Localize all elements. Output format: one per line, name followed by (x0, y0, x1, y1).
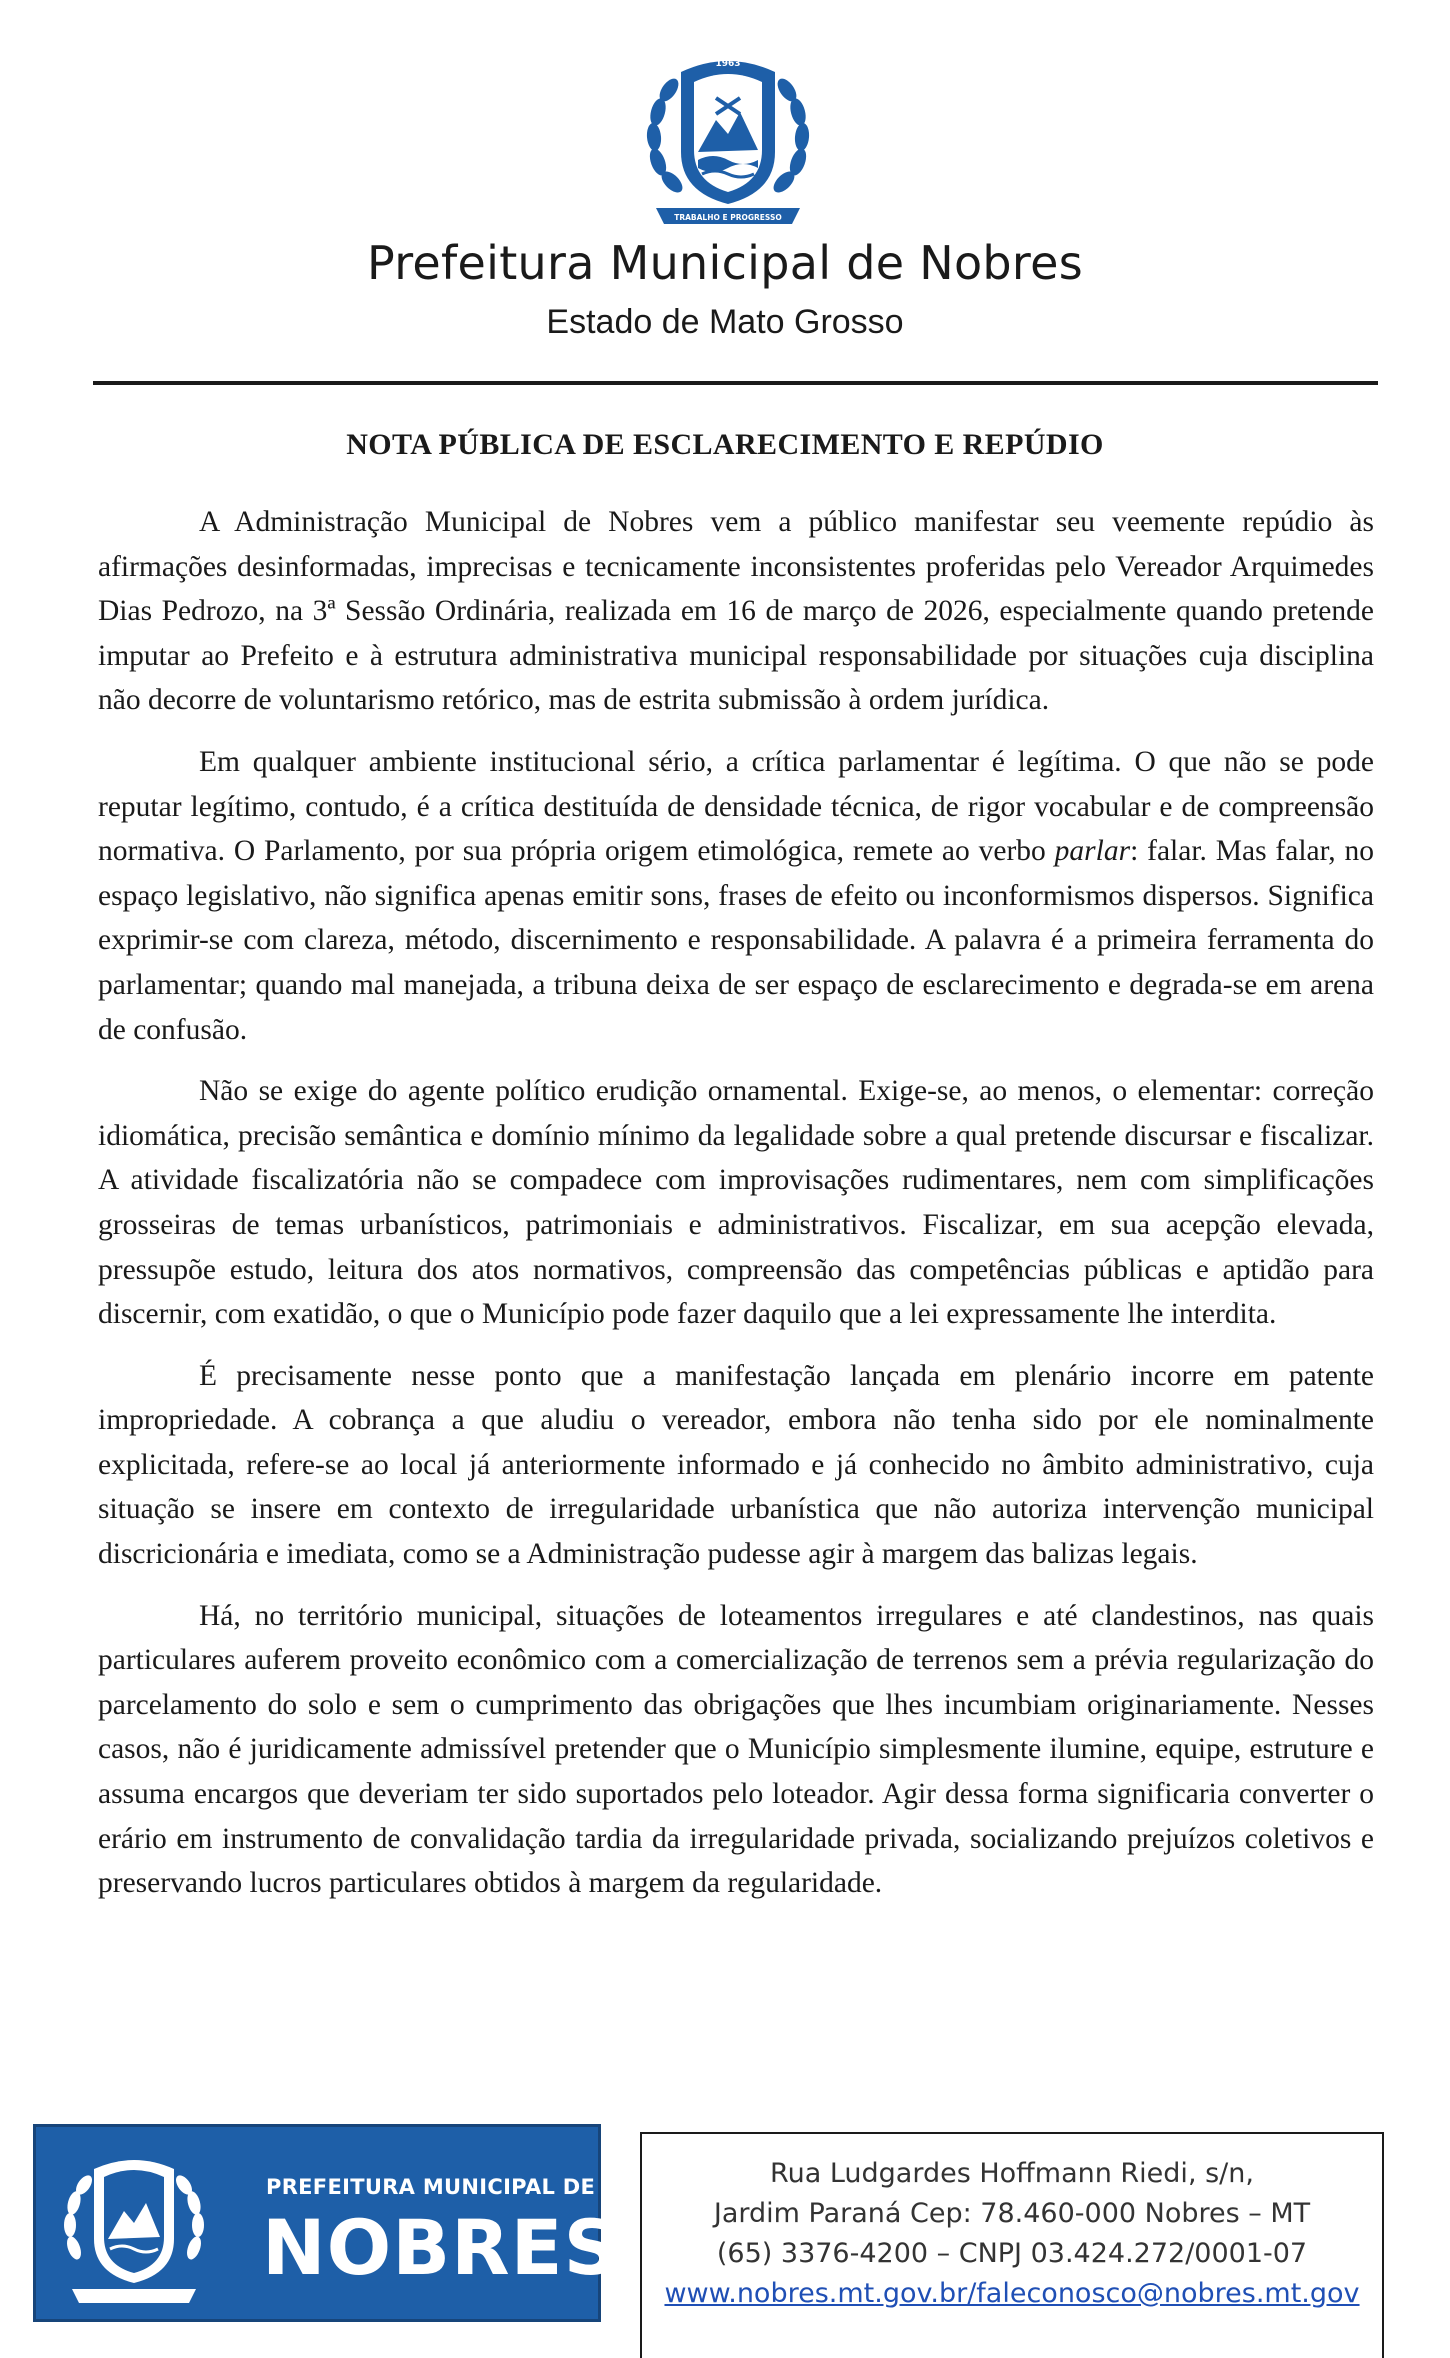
body-paragraph-4: É precisamente nesse ponto que a manifestação lançada em plenário incorre em patente impropriedade. A cobrança a que aludiu o vereador, embora não tenha sido por ele nominalmente explicitada, refere-se ao local já anteriormente informado e já conhecido no âmbito administrativo, cuja situação se insere em contexto de irregularidade urbanística que não autoriza intervenção municipal discricionária e imediata, como se a Administração pudesse agir à margem das balizas legais. (98, 1359, 1374, 1571)
municipal-crest-logo (636, 42, 820, 232)
svg-text:1963: 1963 (715, 59, 741, 69)
paragraph-2-text-b: : falar. Mas falar, no espaço legislativo, não significa apenas emitir sons, frases de efeito ou inconformismos dispersos. Significa exprimir-se com clareza, método, discernimento e responsabilidade. A palavra é a primeira ferramenta do parlamentar; quando mal manejada, a tribuna deixa de ser espaço de esclarecimento e degrada-se em arena de confusão. (98, 835, 1374, 1046)
body-paragraph-2 (98, 740, 1374, 1052)
website-email-link[interactable]: www.nobres.mt.gov.br/faleconosco@nobres.mt.gov (664, 2278, 1360, 2309)
phone-cnpj-line: (65) 3376-4200 – CNPJ 03.424.272/0001-07 (716, 2238, 1308, 2269)
org-subtitle: Estado de Mato Grosso (546, 303, 904, 341)
body-paragraph-1: A Administração Municipal de Nobres vem a público manifestar seu veemente repúdio às afirmações desinformadas, imprecisas e tecnicamente inconsistentes proferidas pelo Vereador Arquimedes Dias Pedrozo, na 3ª Sessão Ordinária, realizada em 16 de março de 2026, especialmente quando pretende imputar ao Prefeito e à estrutura administrativa municipal responsabilidade por situações cuja disciplina não decorre de voluntarismo retórico, mas de estrita submissão à ordem jurídica. (98, 506, 1374, 717)
body-paragraph-5: Há, no território municipal, situações de loteamentos irregulares e até clandestinos, nas quais particulares auferem proveito econômico com a comercialização de terrenos sem a prévia regularização do parcelamento do solo e sem o cumprimento das obrigações que lhes incumbiam originariamente. Nesses casos, não é juridicamente admissível pretender que o Município simplesmente ilumine, equipe, estruture e assuma encargos que deveriam ter sido suportados pelo loteador. Agir dessa forma significaria converter o erário em instrumento de convalidação tardia da irregularidade privada, socializando prejuízos coletivos e preservando lucros particulares obtidos à margem da regularidade. (98, 1599, 1374, 1900)
footer-banner (33, 2124, 620, 2322)
paragraph-2-italic-term: parlar (1054, 835, 1131, 868)
crest-motto: TRABALHO E PROGRESSO (674, 213, 782, 222)
address-line-1: Rua Ludgardes Hoffmann Riedi, s/n, (770, 2158, 1254, 2189)
org-title: Prefeitura Municipal de Nobres (366, 236, 1083, 290)
banner-label-prefeitura: PREFEITURA MUNICIPAL DE (266, 2175, 596, 2199)
contact-box (640, 2132, 1384, 2358)
footer-crest-logo (54, 2143, 214, 2309)
header-divider (93, 381, 1378, 385)
paragraph-2-text-a: Em qualquer ambiente institucional sério, a crítica parlamentar é legítima. O que não se pode reputar legítimo, contudo, é a crítica destituída de densidade técnica, de rigor vocabular e de compreensão normativa. O Parlamento, por sua própria origem etimológica, remete ao verbo (98, 745, 1374, 868)
banner-label-nobres: NOBRES (262, 2203, 620, 2292)
document-body (98, 500, 1374, 1923)
body-paragraph-3: Não se exige do agente político erudição ornamental. Exige-se, ao menos, o elementar: correção idiomática, precisão semântica e domínio mínimo da legalidade sobre a qual pretende discursar e fiscalizar. A atividade fiscalizatória não se compadece com improvisações rudimentares, nem com simplificações grosseiras de temas urbanísticos, patrimoniais e administrativos. Fiscalizar, em sua acepção elevada, pressupõe estudo, leitura dos atos normativos, compreensão das competências públicas e aptidão para discernir, com exatidão, o que o Município pode fazer daquilo que a lei expressamente lhe interdita. (98, 1075, 1374, 1331)
document-title: NOTA PÚBLICA DE ESCLARECIMENTO E REPÚDIO (346, 428, 1104, 461)
address-line-2: Jardim Paraná Cep: 78.460-000 Nobres – MT (713, 2198, 1311, 2229)
